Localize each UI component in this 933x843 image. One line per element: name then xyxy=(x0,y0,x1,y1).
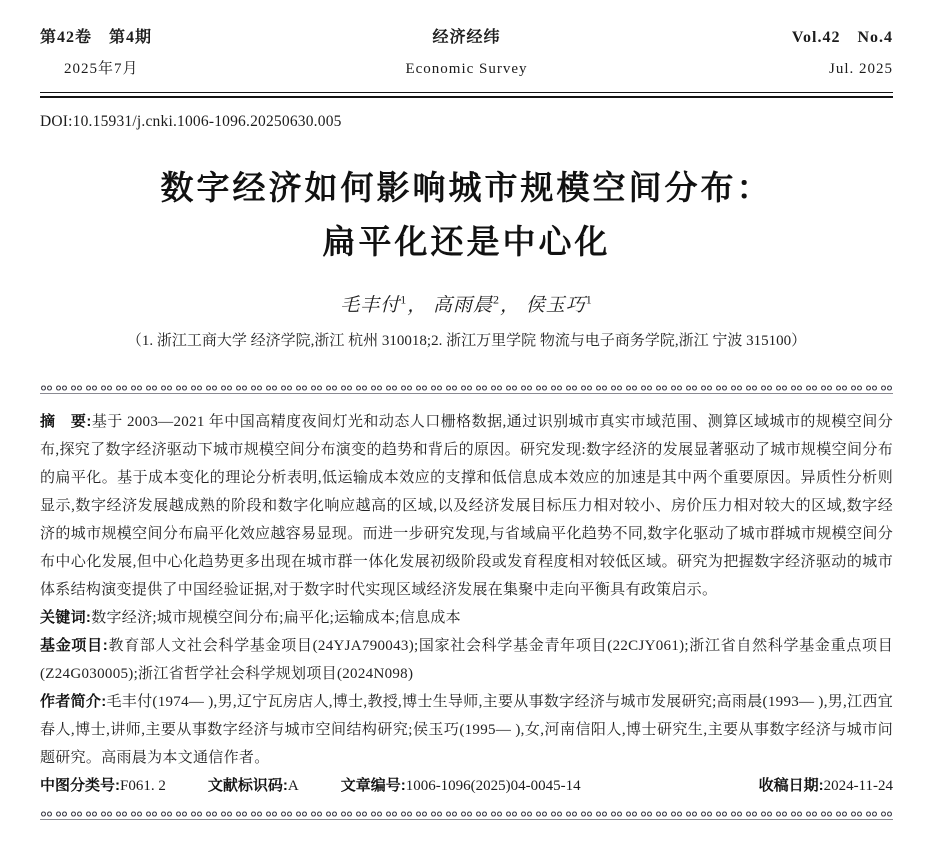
received-date: 收稿日期:2024-11-24 xyxy=(758,777,893,795)
volume-issue-en: Vol.42 No.4 xyxy=(791,29,893,46)
funding-paragraph xyxy=(40,632,893,688)
article-title-line2: 扁平化还是中心化 xyxy=(322,223,611,260)
volume-issue-cn: 第42卷 第4期 xyxy=(40,29,153,46)
author-1: 毛丰付$^1$ xyxy=(340,293,408,317)
keywords-label: 关键词: xyxy=(40,609,92,627)
funding-label: 基金项目: xyxy=(40,637,109,655)
header-right xyxy=(609,26,893,81)
affiliation-line: （1. 浙江工商大学 经济学院,浙江 杭州 310018;2. 浙江万里学院 物流与电子商务学院,浙江 宁波 315100） xyxy=(126,333,807,350)
abstract-paragraph xyxy=(40,408,893,604)
abstract-text: 基于 2003—2021 年中国高精度夜间灯光和动态人口栅格数据,通过识别城市真实市域范围、测算区域城市的规模空间分布,探究了数字经济驱动下城市规模空间分布演变的趋势和背后的原因。研究发现:数字经济的发展显著驱动了城市规模空间分布的扁平化。基于成本变化的理论分析表明,低运输成本效应的支撑和低信息成本效应的加速是其中两个重要原因。异质性分析则显示,数字经济发展越成熟的阶段和数字化响应越高的区域,以及经济发展目标压力相对较小、房价压力相对较大的区域,数字经济的城市规模空间分布扁平化效应越容易显现。而进一步研究发现,与省域扁平化趋势不同,数字化驱动了城市群城市规模空间分布中心化发展,但中心化趋势更多出现在城市群一体化发展初级阶段或发育程度相对较低区域。研究为把握数字经济驱动的城市体系结构演变提供了中国经验证据,对于数字时代实现区域经济发展在集聚中走向平衡具有政策启示。 xyxy=(40,414,893,599)
doi-line: DOI:10.15931/j.cnki.1006-1096.20250630.005 xyxy=(40,113,342,130)
keywords-text: 数字经济;城市规模空间分布;扁平化;运输成本;信息成本 xyxy=(91,610,461,627)
journal-name-en: Economic Survey xyxy=(405,61,528,77)
author-3-affiliation-mark: 1 xyxy=(585,293,593,307)
journal-name-cn: 经济经纬 xyxy=(432,29,501,46)
publication-date-en: Jul. 2025 xyxy=(828,61,893,77)
ornament-divider-bottom xyxy=(40,810,893,820)
clc-number: 中图分类号:F061. 2 xyxy=(40,777,166,795)
author-separator: ， xyxy=(407,295,428,317)
funding-text: 教育部人文社会科学基金项目(24YJA790043);国家社会科学基金青年项目(22CJY061);浙江省自然科学基金重点项目(Z24G030005);浙江省哲学社会科学规划项目(2024N098) xyxy=(40,638,893,683)
keywords-paragraph xyxy=(40,604,893,632)
author-bio-text: 毛丰付(1974— ),男,辽宁瓦房店人,博士,教授,博士生导师,主要从事数字经济与城市发展研究;高雨晨(1993— ),男,江西宜春人,博士,讲师,主要从事数字经济与城市空间结构研究;侯玉巧(1995— ),女,河南信阳人,博士研究生,主要从事数字经济与城市问题研究。高雨晨为本文通信作者。 xyxy=(40,694,893,767)
header-left xyxy=(40,26,324,81)
article-title-line1: 数字经济如何影响城市规模空间分布： xyxy=(160,169,773,206)
author-bio-paragraph xyxy=(40,688,893,772)
author-1-affiliation-mark: 1 xyxy=(400,293,408,307)
article-title xyxy=(40,161,893,269)
ornament-divider-top xyxy=(40,384,893,394)
document-code: 文献标识码:A xyxy=(207,777,299,795)
article-meta-row xyxy=(40,772,893,800)
author-2: 高雨晨$^2$ xyxy=(432,293,500,317)
author-2-affiliation-mark: 2 xyxy=(493,293,500,307)
journal-header xyxy=(40,26,893,81)
abstract-label: 摘 要: xyxy=(40,413,92,431)
author-bio-label: 作者简介: xyxy=(40,693,107,711)
author-3: 侯玉巧$^1$ xyxy=(525,293,593,317)
publication-date-cn: 2025年7月 xyxy=(64,61,139,77)
front-matter xyxy=(40,408,893,800)
article-id: 文章编号:1006-1096(2025)04-0045-14 xyxy=(340,777,581,795)
author-line xyxy=(40,287,893,319)
author-separator: ， xyxy=(500,295,521,317)
header-center xyxy=(324,26,608,81)
header-divider-rule xyxy=(40,92,893,98)
